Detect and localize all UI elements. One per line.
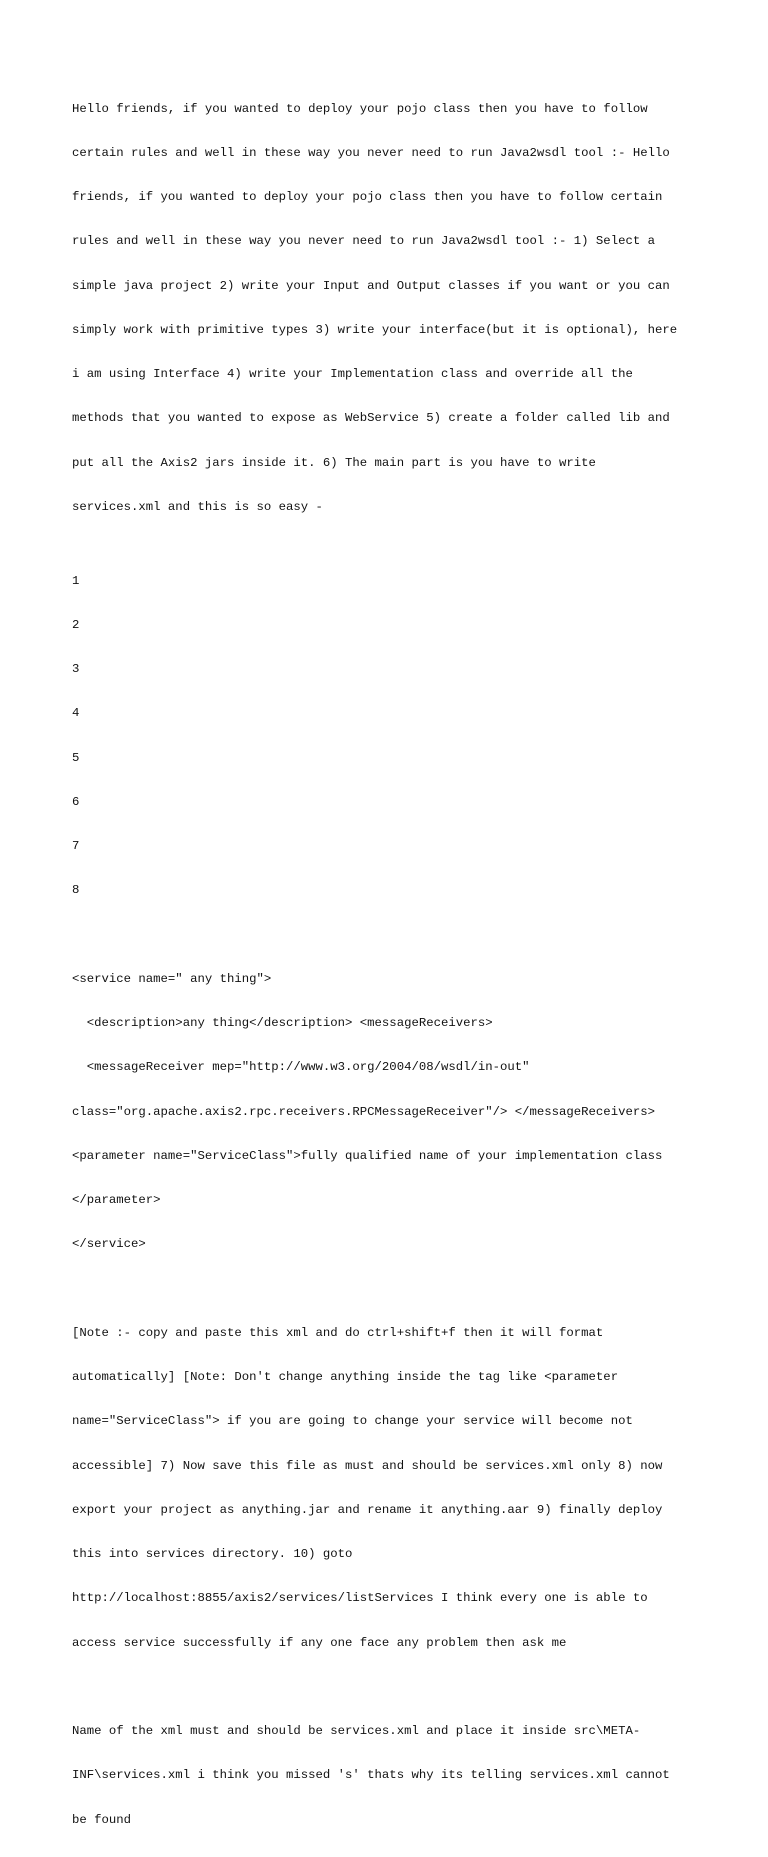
blank-line	[72, 928, 702, 943]
line-number: 1	[72, 573, 80, 588]
document-page	[72, 72, 702, 1857]
code-line: <parameter name="ServiceClass">fully qualified name of your implementation class	[72, 1148, 663, 1163]
code-line: <description>any thing</description> <messageReceivers>	[72, 1016, 493, 1030]
line-number: 6	[72, 794, 80, 809]
note-line: access service successfully if any one face any problem then ask me	[72, 1635, 567, 1650]
intro-line: services.xml and this is so easy -	[72, 499, 323, 514]
code-line: </parameter>	[72, 1193, 161, 1207]
note-line: http://localhost:8855/axis2/services/listServices I think every one is able to	[72, 1591, 648, 1606]
answer-line: Name of the xml must and should be services.xml and place it inside src\META-	[72, 1724, 641, 1738]
answer-line: INF\services.xml i think you missed 's' thats why its telling services.xml cannot	[72, 1768, 670, 1783]
intro-line: simple java project 2) write your Input and Output classes if you want or you can	[72, 278, 670, 293]
answer-paragraph	[72, 1695, 702, 1857]
intro-line: simply work with primitive types 3) write your interface(but it is optional), here	[72, 322, 678, 337]
line-number: 5	[72, 750, 80, 765]
note-line: automatically] [Note: Don't change anything inside the tag like <parameter	[72, 1370, 619, 1384]
note-line: [Note :- copy and paste this xml and do ctrl+shift+f then it will format	[72, 1325, 604, 1340]
intro-line: put all the Axis2 jars inside it. 6) The main part is you have to write	[72, 455, 596, 470]
xml-code-block	[72, 942, 702, 1281]
line-number: 2	[72, 617, 80, 632]
line-number: 7	[72, 839, 80, 853]
intro-line: certain rules and well in these way you never need to run Java2wsdl tool :- Hello	[72, 145, 670, 160]
answer-line: be found	[72, 1812, 132, 1827]
line-number: 4	[72, 706, 80, 721]
note-line: export your project as anything.jar and rename it anything.aar 9) finally deploy	[72, 1502, 663, 1517]
line-number: 3	[72, 662, 80, 676]
intro-line: rules and well in these way you never need to run Java2wsdl tool :- 1) Select a	[72, 234, 655, 249]
intro-paragraph	[72, 72, 702, 544]
intro-line: methods that you wanted to expose as WebService 5) create a folder called lib and	[72, 411, 670, 426]
code-line: class="org.apache.axis2.rpc.receivers.RPCMessageReceiver"/> </messageReceivers>	[72, 1104, 655, 1119]
intro-line: Hello friends, if you wanted to deploy your pojo class then you have to follow	[72, 101, 648, 116]
note-line: name="ServiceClass"> if you are going to change your service will become not	[72, 1414, 633, 1429]
code-line: <service name=" any thing">	[72, 971, 272, 986]
note-line: accessible] 7) Now save this file as must and should be services.xml only 8) now	[72, 1458, 663, 1473]
intro-line: friends, if you wanted to deploy your pojo class then you have to follow certain	[72, 190, 663, 204]
code-line-numbers	[72, 544, 702, 928]
blank-line	[72, 1680, 702, 1695]
intro-line: i am using Interface 4) write your Implementation class and override all the	[72, 367, 633, 381]
blank-line	[72, 1282, 702, 1297]
note-line: this into services directory. 10) goto	[72, 1547, 353, 1561]
note-paragraph	[72, 1296, 702, 1680]
code-line: </service>	[72, 1237, 146, 1252]
code-line: <messageReceiver mep="http://www.w3.org/2004/08/wsdl/in-out"	[72, 1060, 530, 1075]
line-number: 8	[72, 883, 80, 898]
